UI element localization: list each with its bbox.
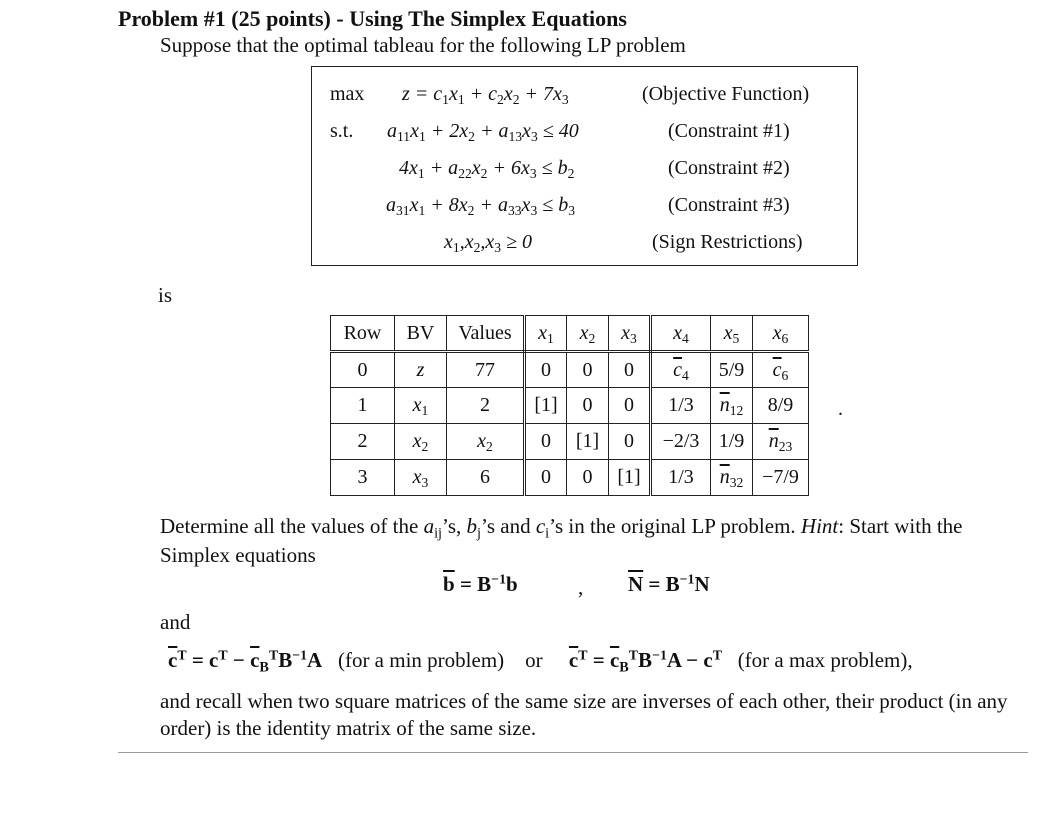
for-min-text: (for a min problem) bbox=[337, 648, 505, 672]
basic-variable: $x_1$ bbox=[395, 388, 447, 424]
header-x2: $x_2$ bbox=[567, 316, 609, 352]
table-row bbox=[331, 388, 809, 424]
header-x1: $x_1$ bbox=[525, 316, 567, 352]
objective-desc: (Objective Function) bbox=[642, 83, 810, 105]
table-row bbox=[331, 460, 809, 496]
cell: 5/9 bbox=[711, 352, 753, 388]
cell: 0 bbox=[525, 424, 567, 460]
rhs-value: 2 bbox=[447, 388, 525, 424]
rhs-value: 77 bbox=[447, 352, 525, 388]
header-x6: $x_6$ bbox=[753, 316, 809, 352]
basic-variable: z bbox=[395, 352, 447, 388]
for-max-text: (for a max problem), bbox=[737, 648, 913, 672]
is-label: is bbox=[158, 283, 173, 307]
table-row bbox=[331, 316, 809, 352]
constraint-2-desc: (Constraint #2) bbox=[668, 157, 790, 179]
equation-b-bar: $\overline{b} = B^{-1}b$ bbox=[443, 571, 518, 596]
header-row: Row bbox=[331, 316, 395, 352]
header-x5: $x_5$ bbox=[711, 316, 753, 352]
header-x4: $x_4$ bbox=[651, 316, 711, 352]
cell: $\overline{n}_{32}$ bbox=[711, 460, 753, 496]
st-label: s.t. bbox=[330, 120, 354, 142]
reduced-cost-equations: $\overline{c}^T = c^T - \overline{c}_B^TB^{-1}A$ (for a min problem) or $\overline{c}^T = \overline{c}_B^TB^{-1}A - c^T$ (for a max problem), bbox=[168, 647, 913, 676]
optimal-tableau bbox=[330, 315, 809, 496]
recall-paragraph: and recall when two square matrices of the same size are inverses of each other, their product (in any order) is the identity matrix of the same size. bbox=[160, 689, 1008, 740]
row-number: 3 bbox=[331, 460, 395, 496]
objective-function: $z = c_1x_1 + c_2x_2 + 7x_3$ bbox=[402, 83, 569, 108]
cell: [1] bbox=[609, 460, 651, 496]
sign-restrictions: $x_1,x_2,x_3 \ge 0$ bbox=[444, 231, 533, 256]
rhs-value: $x_2$ bbox=[447, 424, 525, 460]
sign-restrictions-desc: (Sign Restrictions) bbox=[652, 231, 803, 253]
cell: 0 bbox=[609, 424, 651, 460]
constraint-3: $a_{31}x_1 + 8x_2 + a_{33}x_3 \le b_3$ bbox=[386, 194, 576, 219]
cell: [1] bbox=[525, 388, 567, 424]
constraint-1: $a_{11}x_1 + 2x_2 + a_{13}x_3 \le 40$ bbox=[387, 120, 579, 145]
cell: $\overline{c}_6$ bbox=[753, 352, 809, 388]
max-label: max bbox=[330, 83, 365, 105]
cell: 0 bbox=[525, 460, 567, 496]
cell: −2/3 bbox=[651, 424, 711, 460]
lp-problem-box bbox=[311, 66, 858, 266]
determine-text-d: ’s in the original LP problem. bbox=[549, 514, 796, 538]
cell: 1/3 bbox=[651, 460, 711, 496]
hint-label: Hint bbox=[800, 514, 839, 538]
row-number: 2 bbox=[331, 424, 395, 460]
basic-variable: $x_2$ bbox=[395, 424, 447, 460]
cell: 8/9 bbox=[753, 388, 809, 424]
constraint-3-desc: (Constraint #3) bbox=[668, 194, 790, 216]
table-row bbox=[331, 424, 809, 460]
row-number: 0 bbox=[331, 352, 395, 388]
cell: 0 bbox=[609, 388, 651, 424]
problem-title: Problem #1 (25 points) - Using The Simplex Equations bbox=[118, 6, 627, 31]
constraint-1-desc: (Constraint #1) bbox=[668, 120, 790, 142]
header-x3: $x_3$ bbox=[609, 316, 651, 352]
cell: [1] bbox=[567, 424, 609, 460]
cell: $\overline{n}_{23}$ bbox=[753, 424, 809, 460]
cell: 0 bbox=[525, 352, 567, 388]
cell: $\overline{n}_{12}$ bbox=[711, 388, 753, 424]
header-bv: BV bbox=[395, 316, 447, 352]
intro-text: Suppose that the optimal tableau for the following LP problem bbox=[160, 33, 686, 57]
cell: 0 bbox=[609, 352, 651, 388]
table-row bbox=[331, 352, 809, 388]
header-values: Values bbox=[447, 316, 525, 352]
equation-n-bar: $\overline{N} = B^{-1}N$ bbox=[628, 571, 710, 596]
cell: $\overline{c}_4$ bbox=[651, 352, 711, 388]
cell: 1/9 bbox=[711, 424, 753, 460]
rhs-value: 6 bbox=[447, 460, 525, 496]
cell: 1/3 bbox=[651, 388, 711, 424]
table-period: . bbox=[838, 398, 843, 420]
determine-text-a: Determine all the values of the bbox=[160, 514, 419, 538]
cell: 0 bbox=[567, 352, 609, 388]
cell: 0 bbox=[567, 388, 609, 424]
basic-variable: $x_3$ bbox=[395, 460, 447, 496]
hint-text: : Start with the Simplex equations bbox=[160, 514, 963, 567]
row-number: 1 bbox=[331, 388, 395, 424]
and-text: and bbox=[160, 610, 191, 634]
or-text: or bbox=[525, 648, 543, 672]
determine-text-c: ’s and bbox=[481, 514, 531, 538]
determine-text-b: ’s, bbox=[442, 514, 462, 538]
constraint-2: $4x_1 + a_{22}x_2 + 6x_3 \le b_2$ bbox=[399, 157, 575, 182]
equation-separator: , bbox=[578, 575, 584, 599]
cell: −7/9 bbox=[753, 460, 809, 496]
determine-paragraph: Determine all the values of the $a_{ij}’s$, $b_j’s$ and $c_i’s$ in the original LP problem. Hint: Start with the Simplex equations bbox=[160, 514, 963, 567]
cell: 0 bbox=[567, 460, 609, 496]
horizontal-rule bbox=[118, 752, 1028, 753]
